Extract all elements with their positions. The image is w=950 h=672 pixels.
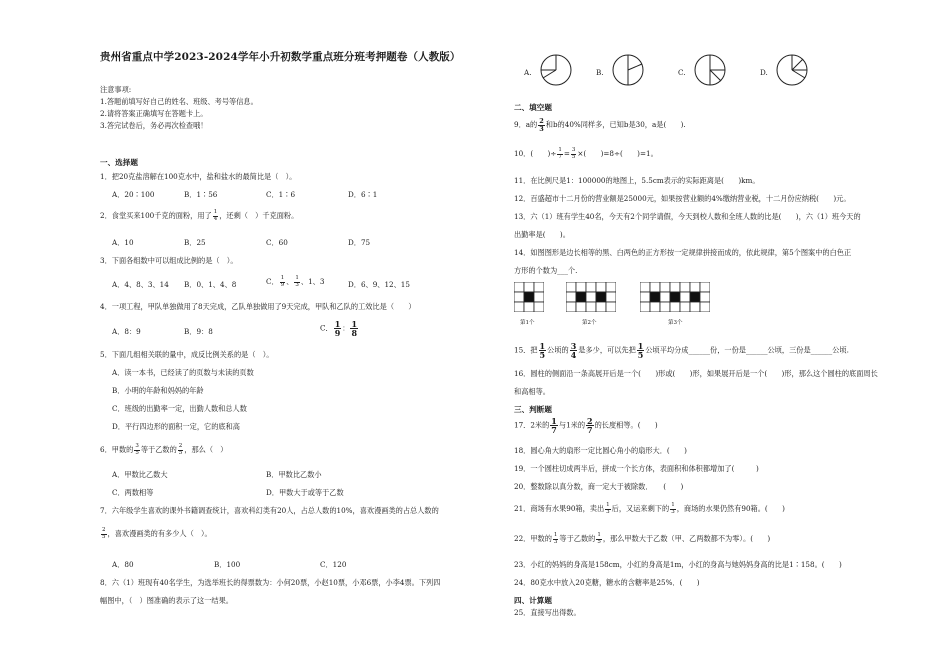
q24: 24．80克水中放入20克糖，糖水的含糖率是25%．( ) [514,578,700,587]
q3-option: D．6、9、12、15 [348,280,410,289]
section-fill: 二、填空题 [514,103,552,112]
q16-line: 16．圆柱的侧面沿一条高展开后是一个( )形或( )形，如果展开后是一个( )形，那么这个圆柱的底面周长 [514,369,878,378]
notice-item: 3.答完试卷后，务必再次检查哦！ [100,121,208,130]
q2-option: C．60 [266,238,288,247]
q17: 17．2米的 $\frac{1}{7}$ 与1米的 $\frac{2}{7}$ 的长度相等。( ) [514,416,658,435]
q11: 11．在比例尺是1：100000的地图上，5.5cm表示的实际距离是( )km。 [514,176,760,185]
pie-label: D. [760,68,768,77]
section-calc: 四、计算题 [514,596,552,605]
pattern-figure-3 [640,282,710,312]
pie-label: A. [524,68,532,77]
notice-heading: 注意事项: [100,85,132,94]
q2-stem: 2．食堂买来100千克的面粉，用了 $\frac{1}{4}$ ，还剩（ ）千克面粉。 [100,209,299,222]
pattern-figure-1 [514,282,544,312]
q7-option: A．80 [112,560,134,569]
q1-option: C．1∶6 [266,190,296,199]
q6-option: C．两数相等 [112,488,154,497]
q6-option: A．甲数比乙数大 [112,470,168,479]
q6-option: D．甲数大于或等于乙数 [266,488,344,497]
pie-label: B. [596,68,604,77]
q7-option: B．100 [214,560,241,569]
q7-stem-cont: $\frac{2}{5}$ ，喜欢漫画类的有多少人（ ）。 [102,527,212,540]
q5-option: C．班级的出勤率一定，出勤人数和总人数 [112,404,247,413]
q8-line: 8．六（1）班现有40名学生，为选举班长的得票数为：小何20票，小赵10票，小邓6票，小李4票。下列四 [100,578,441,587]
q5-option: B．小明的年龄和妈妈的年龄 [112,386,204,395]
q2-option: B．25 [184,238,206,247]
q1-option: D．6∶1 [348,190,378,199]
q4-stem: 4．一项工程，甲队单独做用了8天完成，乙队单独做用了9天完成，甲队和乙队的工效比是（ ） [100,302,416,311]
fraction: $\frac{1}{4}$ [213,209,218,222]
page-title: 贵州省重点中学2023-2024学年小升初数学重点班分班考押题卷（人教版） [100,51,461,63]
pattern-figure-2 [566,282,616,312]
q5-option: A．读一本书，已经读了的页数与未读的页数 [112,368,254,377]
pie-chart-a [540,54,572,86]
q13-line: 13．六（1）班有学生40名，今天有2个同学请假，今天到校人数和全班人数的比是( )，六（1）班今天的 [514,212,861,221]
section-judge: 三、判断题 [514,405,552,414]
q2-option: D．75 [348,238,371,247]
q1-stem: 1．把20克盐溶解在100克水中，盐和盐水的最简比是（ ）。 [100,172,297,181]
pie-chart-d [776,54,808,86]
pattern-caption: 第3个 [668,320,683,326]
q16-line: 和高相等。 [514,387,550,396]
pattern-caption: 第1个 [520,320,535,326]
q20: 20．整数除以真分数，商一定大于被除数． ( ) [514,482,684,491]
q4-option: A．8：9 [112,327,141,336]
q3-option: A．4、8、3、14 [112,280,169,289]
notice-item: 1.答题前填写好自己的姓名、班级、考号等信息。 [100,97,258,106]
q6-stem: 6．甲数的 $\frac{3}{5}$ 等于乙数的 $\frac{2}{5}$ ，那么（ ） [100,443,228,456]
q13-line: 出勤率是( )。 [514,230,570,239]
q6-option: B．甲数比乙数小 [266,470,322,479]
notice-item: 2.请将答案正确填写在答题卡上。 [100,109,208,118]
q15: 15．把 $\frac{1}{5}$ 公顷的 $\frac{3}{4}$ 是多少，可以先把 $\frac{1}{5}$ 公顷平均分成______份，一份是______公顷，三份是______公顷. [514,341,849,360]
pie-chart-c [694,54,726,86]
pie-label: C. [678,68,686,77]
q18: 18．圆心角大的扇形一定比圆心角小的扇形大．( ) [514,446,687,455]
q4-option: C． $\frac{1}{9}$ ： $\frac{1}{8}$ [320,319,358,338]
pie-chart-b [612,54,644,86]
q12: 12．百盛超市十二月份的营业额是25000元，如果按营业额的4%缴纳营业税，十二月份应纳税( )元。 [514,194,851,203]
q10: 10．( )÷ $\frac{1}{7}$ = $\frac{3}{5}$ ×( )=8÷( )=1。 [514,147,658,160]
q5-option: D．平行四边形的面积一定，它的底和高 [112,422,240,431]
q14-line: 14．如图图形是边长相等的黑、白两色的正方形按一定规律拼接而成的，依此规律，第5个图案中的白色正 [514,248,852,257]
q9: 9．a的 $\frac{2}{3}$ 和b的40%同样多，已知b是30，a是( ). [514,117,686,133]
q5-stem: 5．下面几组相关联的量中，成反比例关系的是（ ）。 [100,350,274,359]
q2-option: A．10 [112,238,134,247]
q7-stem: 7．六年级学生喜欢的课外书籍调查统计，喜欢科幻类有20人，占总人数的10%，喜欢漫画类的占总人数的 [100,506,439,515]
q3-option: C． $\frac{1}{9}$ 、 $\frac{1}{3}$ 、1、3 [266,275,325,288]
q1-option: A．20∶100 [112,190,155,199]
pattern-caption: 第2个 [582,320,597,326]
q8-line: 幅图中，（ ）图准确的表示了这一结果。 [100,596,233,605]
q3-stem: 3．下面各组数中可以组成比例的是（ ）。 [100,256,238,265]
q21: 21．商场有水果90箱，卖出 $\frac{1}{3}$ 后，又运来剩下的 $\frac{1}{3}$ ，商场的水果仍然有90箱。( ) [514,502,785,515]
q4-option: B．9：8 [184,327,213,336]
q22: 22．甲数的 $\frac{1}{3}$ 等于乙数的 $\frac{1}{5}$ ，那么甲数大于乙数（甲、乙两数都不为零）。( ) [514,532,771,545]
q25: 25．直接写出得数。 [514,608,581,617]
q1-option: B．1∶56 [184,190,218,199]
q19: 19．一个圆柱切成两半后，拼成一个长方体，表面积和体积都增加了( ) [514,464,759,473]
q23: 23．小红的妈妈的身高是158cm，小红的身高是1m，小红的身高与她妈妈身高的比是1∶158。( ) [514,560,842,569]
section-choice: 一、选择题 [100,158,138,167]
q3-option: B．0、1、4、8 [184,280,237,289]
q14-line: 方形的个数为___个. [514,266,578,275]
q7-option: C．120 [320,560,347,569]
